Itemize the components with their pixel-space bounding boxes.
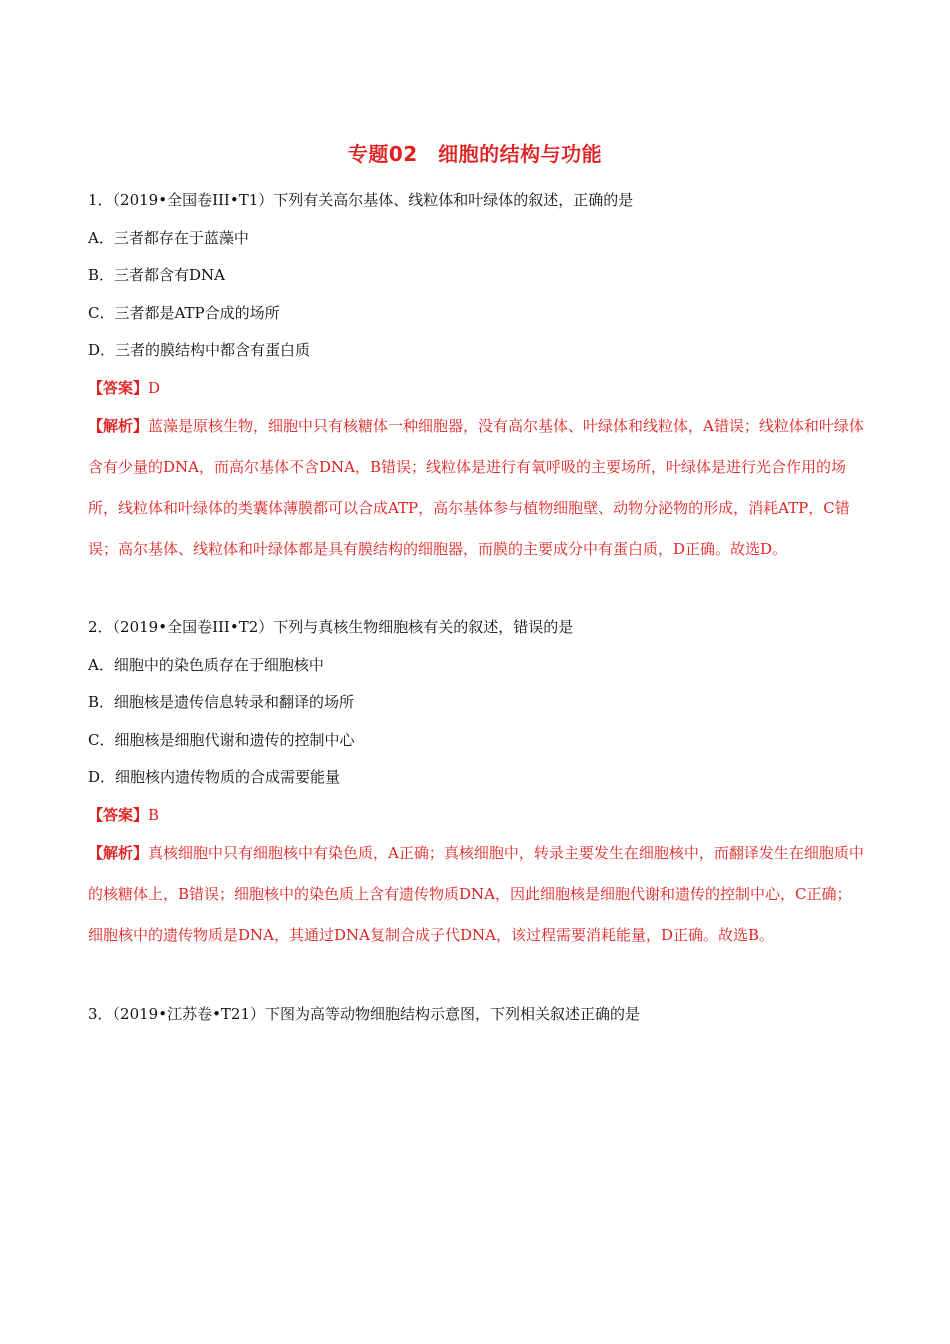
answer-tag: 【答案】 xyxy=(88,806,149,824)
question-2-option-b: B．细胞核是遗传信息转录和翻译的场所 xyxy=(88,693,355,711)
question-2-option-c: C．细胞核是细胞代谢和遗传的控制中心 xyxy=(88,731,355,749)
page-title: 专题02 细胞的结构与功能 xyxy=(347,142,603,166)
question-2-option-a: A．细胞中的染色质存在于细胞核中 xyxy=(88,656,324,674)
analysis-tag: 【解析】 xyxy=(88,417,149,435)
answer-value: D xyxy=(148,379,161,397)
question-3-stem: 3．（2019•江苏卷•T21）下图为高等动物细胞结构示意图，下列相关叙述正确的是 xyxy=(88,1005,641,1023)
question-1-answer xyxy=(88,378,160,398)
question-1-option-a: A．三者都存在于蓝藻中 xyxy=(88,229,249,247)
analysis-tag: 【解析】 xyxy=(88,844,149,862)
question-1-analysis xyxy=(88,406,864,570)
question-1-option-d: D．三者的膜结构中都含有蛋白质 xyxy=(88,341,311,359)
analysis-text: 真核细胞中只有细胞核中有染色质，A正确；真核细胞中，转录主要发生在细胞核中，而翻译发生在细胞质中的核糖体上，B错误；细胞核中的染色质上含有遗传物质DNA，因此细胞核是细胞代谢和遗传的控制中心，C正确；细胞核中的遗传物质是DNA，其通过DNA复制合成子代DNA，该过程需要消耗能量，D正确。故选B。 xyxy=(88,844,864,944)
answer-value: B xyxy=(148,806,160,824)
question-2-option-d: D．细胞核内遗传物质的合成需要能量 xyxy=(88,768,341,786)
question-1-option-c: C．三者都是ATP合成的场所 xyxy=(88,304,280,322)
question-2-stem: 2．（2019•全国卷III•T2）下列与真核生物细胞核有关的叙述，错误的是 xyxy=(88,618,574,636)
answer-tag: 【答案】 xyxy=(88,379,149,397)
question-1-stem: 1．（2019•全国卷III•T1）下列有关高尔基体、线粒体和叶绿体的叙述，正确的是 xyxy=(88,191,634,209)
question-2-analysis xyxy=(88,833,864,956)
question-1-option-b: B．三者都含有DNA xyxy=(88,266,226,284)
analysis-text: 蓝藻是原核生物，细胞中只有核糖体一种细胞器，没有高尔基体、叶绿体和线粒体，A错误；线粒体和叶绿体含有少量的DNA，而高尔基体不含DNA，B错误；线粒体是进行有氧呼吸的主要场所，叶绿体是进行光合作用的场所，线粒体和叶绿体的类囊体薄膜都可以合成ATP，高尔基体参与植物细胞壁、动物分泌物的形成，消耗ATP，C错误；高尔基体、线粒体和叶绿体都是具有膜结构的细胞器，而膜的主要成分中有蛋白质，D正确。故选D。 xyxy=(88,417,864,558)
question-2-answer xyxy=(88,805,159,825)
